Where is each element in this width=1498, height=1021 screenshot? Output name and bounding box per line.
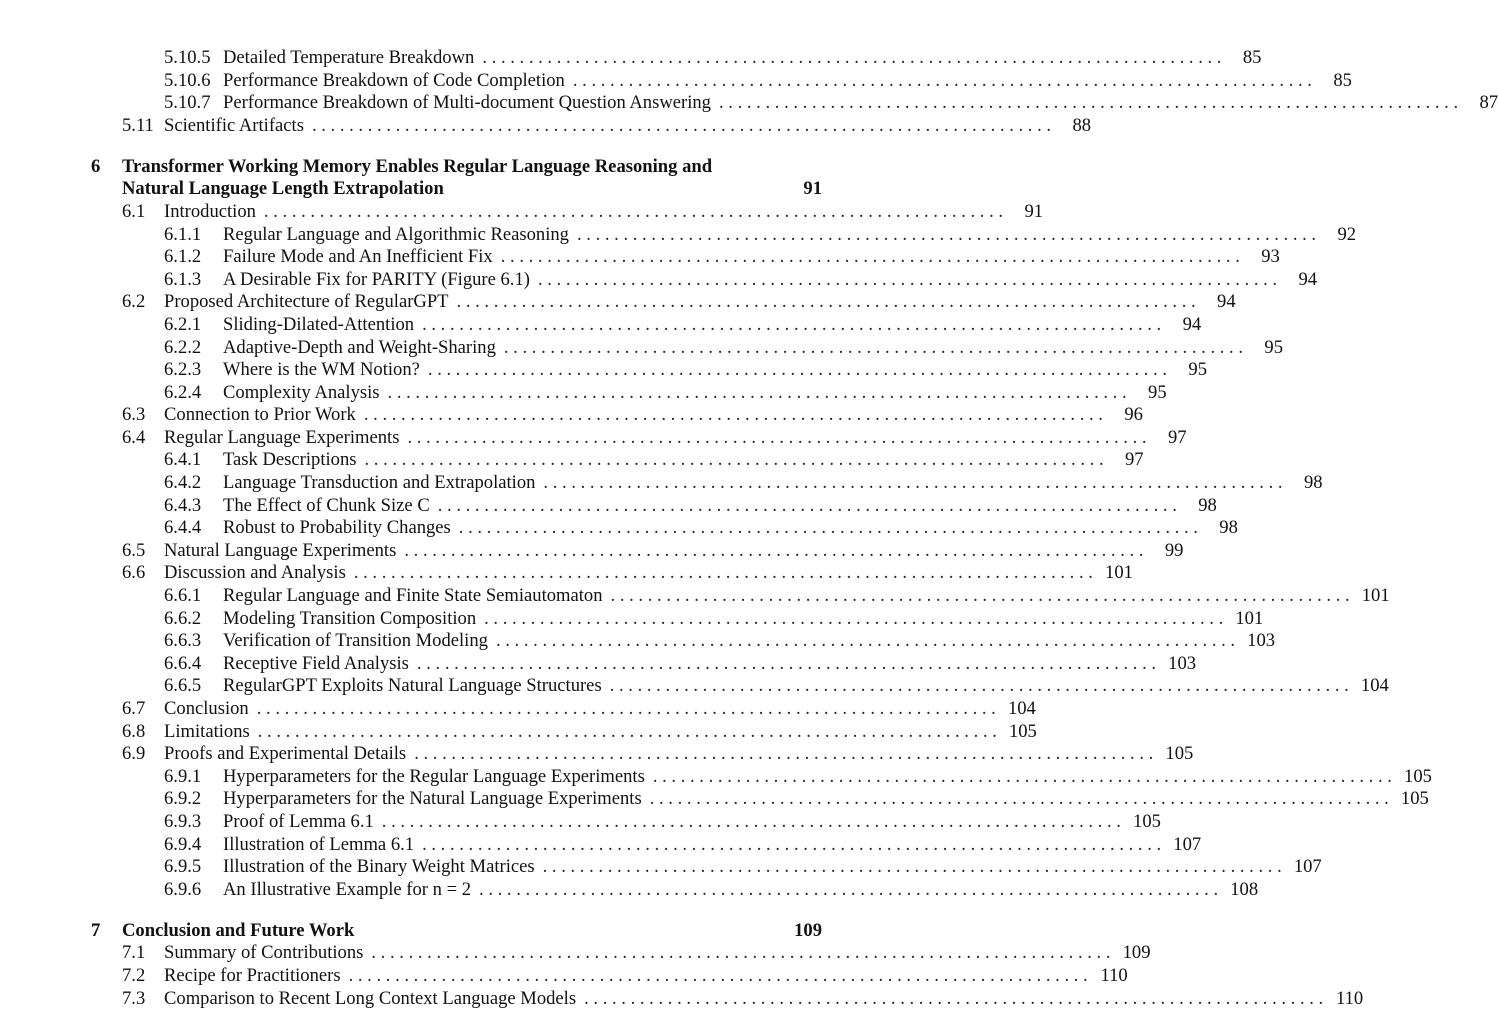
toc-entry-page: 101 bbox=[1105, 562, 1133, 584]
toc-subsection-entry[interactable] bbox=[0, 630, 1276, 653]
toc-entry-number: 7.2 bbox=[122, 964, 146, 986]
toc-subsection-entry[interactable] bbox=[0, 69, 1352, 93]
toc-subsection-entry[interactable] bbox=[0, 878, 1259, 902]
dot-leader: . . . . . . . . . . . . . . . . . . . . . . . . . . . . . . . . . . . . . . . . . . . . . . . . . . . . . . . . . . . . . . . . . . . . . . . . . . . . . . . . bbox=[263, 200, 1004, 222]
toc-entry-page: 88 bbox=[1072, 114, 1092, 136]
toc-subsection-entry[interactable] bbox=[0, 381, 1167, 405]
toc-entry-title: Limitations bbox=[164, 720, 250, 742]
dot-leader: . . . . . . . . . . . . . . . . . . . . . . . . . . . . . . . . . . . . . . . . . . . . . . . . . . . . . . . . . . . . . . . . . . . . . . . . . . . . . . . . bbox=[584, 987, 1324, 1009]
dot-leader: . . . . . . . . . . . . . . . . . . . . . . . . . . . . . . . . . . . . . . . . . . . . . . . . . . . . . . . . . . . . . . . . . . . . . . . . . . . . . . . . bbox=[371, 942, 1111, 964]
dot-leader: . . . . . . . . . . . . . . . . . . . . . . . . . . . . . . . . . . . . . . . . . . . . . . . . . . . . . . . . . . . . . . . . . . . . . . . . . . . . . . . . bbox=[482, 47, 1222, 68]
toc-entry-page: 97 bbox=[1167, 426, 1187, 448]
toc-subsection-entry[interactable] bbox=[0, 585, 1390, 608]
dot-leader: . . . . . . . . . . . . . . . . . . . . . . . . . . . . . . . . . . . . . . . . . . . . . . . . . . . . . . . . . . . . . . . . . . . . . . . . . . . . . . . . bbox=[427, 359, 1168, 381]
toc-entry-number: 6.7 bbox=[122, 698, 146, 720]
toc-entry-number: 5.11 bbox=[122, 114, 154, 136]
toc-entry-page: 91 bbox=[1024, 200, 1044, 222]
toc-entry-page: 98 bbox=[1303, 472, 1323, 494]
toc-entry-number: 6.9.3 bbox=[164, 810, 202, 832]
toc-subsection-entry[interactable] bbox=[0, 223, 1357, 247]
toc-entry-title: Adaptive-Depth and Weight-Sharing bbox=[223, 336, 496, 358]
toc-entry-title: Connection to Prior Work bbox=[164, 404, 356, 426]
dot-leader: . . . . . . . . . . . . . . . . . . . . . . . . . . . . . . . . . . . . . . . . . . . . . . . . . . . . . . . . . . . . . . . . . . . . . . . . . . . . . . . . bbox=[479, 878, 1219, 900]
toc-entry-title: Regular Language and Finite State Semiautomaton bbox=[223, 585, 603, 607]
toc-entry-page: 96 bbox=[1124, 404, 1143, 426]
toc-section-entry[interactable] bbox=[0, 114, 1092, 138]
dot-leader: . . . . . . . . . . . . . . . . . . . . . . . . . . . . . . . . . . . . . . . . . . . . . . . . . . . . . . . . . . . . . . . . . . . . . . . . . . . . . . . . bbox=[609, 675, 1349, 697]
dot-leader: . . . . . . . . . . . . . . . . . . . . . . . . . . . . . . . . . . . . . . . . . . . . . . . . . . . . . . . . . . . . . . . . . . . . . . . . . . . . . . . . bbox=[537, 268, 1278, 290]
dot-leader: . . . . . . . . . . . . . . . . . . . . . . . . . . . . . . . . . . . . . . . . . . . . . . . . . . . . . . . . . . . . . . . . . . . . . . . . . . . . . . . . bbox=[649, 788, 1389, 810]
dot-leader: . . . . . . . . . . . . . . . . . . . . . . . . . . . . . . . . . . . . . . . . . . . . . . . . . . . . . . . . . . . . . . . . . . . . . . . . . . . . . . . . bbox=[311, 114, 1052, 136]
toc-entry-page: 103 bbox=[1247, 630, 1276, 652]
toc-section-entry[interactable] bbox=[0, 200, 1044, 224]
toc-entry-title: Scientific Artifacts bbox=[164, 114, 304, 136]
toc-entry-number: 6.6 bbox=[122, 562, 146, 584]
toc-entry-title: Sliding-Dilated-Attention bbox=[223, 313, 415, 335]
toc-entry-number: 6.9.5 bbox=[164, 856, 202, 878]
toc-entry-number: 6.2.4 bbox=[164, 381, 202, 403]
toc-entry-page: 109 bbox=[794, 919, 822, 941]
toc-entry-number: 6.1.2 bbox=[164, 246, 202, 268]
toc-subsection-entry[interactable] bbox=[0, 47, 1262, 70]
toc-entry-page: 97 bbox=[1125, 449, 1144, 471]
toc-entry-number: 6.6.1 bbox=[164, 585, 202, 607]
dot-leader: . . . . . . . . . . . . . . . . . . . . . . . . . . . . . . . . . . . . . . . . . . . . . . . . . . . . . . . . . . . . . . . . . . . . . . . . . . . . . . . . bbox=[381, 810, 1121, 832]
toc-entry-number: 6.9.1 bbox=[164, 765, 202, 787]
toc-entry-number: 5.10.5 bbox=[164, 47, 211, 68]
toc-entry-page: 94 bbox=[1298, 268, 1318, 290]
toc-section-entry[interactable] bbox=[0, 964, 1128, 988]
dot-leader: . . . . . . . . . . . . . . . . . . . . . . . . . . . . . . . . . . . . . . . . . . . . . . . . . . . . . . . . . . . . . . . . . . . . . . . . . . . . . . . . bbox=[416, 652, 1157, 674]
toc-entry-page: 94 bbox=[1182, 313, 1202, 335]
toc-entry-title: Regular Language Experiments bbox=[164, 426, 400, 448]
toc-entry-number: 6.2 bbox=[122, 291, 146, 313]
toc-entry-title: Performance Breakdown of Multi-document Question Answering bbox=[223, 92, 711, 114]
toc-entry-page: 110 bbox=[1336, 987, 1364, 1009]
dot-leader: . . . . . . . . . . . . . . . . . . . . . . . . . . . . . . . . . . . . . . . . . . . . . . . . . . . . . . . . . . . . . . . . . . . . . . . . . . . . . . . . bbox=[256, 698, 996, 720]
dot-leader: . . . . . . . . . . . . . . . . . . . . . . . . . . . . . . . . . . . . . . . . . . . . . . . . . . . . . . . . . . . . . . . . . . . . . . . . . . . . . . . . bbox=[353, 562, 1093, 584]
toc-entry-number: 6.4.3 bbox=[164, 494, 202, 516]
toc-subsection-entry[interactable] bbox=[0, 472, 1323, 495]
toc-entry-title: Transformer Working Memory Enables Regular Language Reasoning and Natural Language Length Extrapolation bbox=[122, 155, 713, 200]
toc-subsection-entry[interactable] bbox=[0, 313, 1202, 337]
toc-entry-page: 93 bbox=[1261, 246, 1280, 268]
toc-entry-title: Illustration of Lemma 6.1 bbox=[223, 833, 415, 855]
toc-entry-page: 85 bbox=[1242, 47, 1262, 68]
toc-entry-page: 103 bbox=[1168, 652, 1197, 674]
toc-entry-page: 95 bbox=[1264, 336, 1283, 358]
toc-entry-title: Detailed Temperature Breakdown bbox=[223, 47, 475, 68]
toc-entry-number: 6.9.6 bbox=[164, 878, 202, 900]
toc-entry-title: Language Transduction and Extrapolation bbox=[223, 472, 536, 494]
toc-entry-title: Proposed Architecture of RegularGPT bbox=[164, 291, 449, 313]
toc-subsection-entry[interactable] bbox=[0, 92, 1498, 115]
toc-entry-title: Task Descriptions bbox=[223, 449, 357, 471]
dot-leader: . . . . . . . . . . . . . . . . . . . . . . . . . . . . . . . . . . . . . . . . . . . . . . . . . . . . . . . . . . . . . . . . . . . . . . . . . . . . . . . . bbox=[610, 585, 1350, 607]
toc-entry-page: 105 bbox=[1400, 788, 1429, 810]
dot-leader: . . . . . . . . . . . . . . . . . . . . . . . . . . . . . . . . . . . . . . . . . . . . . . . . . . . . . . . . . . . . . . . . . . . . . . . . . . . . . . . . bbox=[652, 765, 1392, 787]
toc-section-entry[interactable] bbox=[0, 426, 1187, 450]
toc-entry-number: 6.6.5 bbox=[164, 675, 202, 697]
toc-entry-title: Recipe for Practitioners bbox=[164, 964, 341, 986]
toc-entry-page: 105 bbox=[1133, 810, 1161, 832]
toc-entry-title: The Effect of Chunk Size C bbox=[223, 494, 430, 516]
toc-entry-page: 110 bbox=[1100, 964, 1128, 986]
toc-subsection-entry[interactable] bbox=[0, 246, 1280, 269]
toc-entry-page: 94 bbox=[1217, 291, 1236, 313]
toc-entry-title: Discussion and Analysis bbox=[164, 562, 346, 584]
toc-entry-page: 92 bbox=[1337, 223, 1357, 245]
toc-section-entry[interactable] bbox=[0, 539, 1184, 563]
toc-entry-number: 6.2.3 bbox=[164, 359, 202, 381]
toc-entry-title: Summary of Contributions bbox=[164, 942, 364, 964]
toc-subsection-entry[interactable] bbox=[0, 675, 1389, 698]
dot-leader: . . . . . . . . . . . . . . . . . . . . . . . . . . . . . . . . . . . . . . . . . . . . . . . . . . . . . . . . . . . . . . . . . . . . . . . . . . . . . . . . bbox=[572, 69, 1312, 91]
toc-subsection-entry[interactable] bbox=[0, 449, 1144, 472]
toc-entry-page: 105 bbox=[1008, 720, 1037, 742]
toc-chapter-entry[interactable] bbox=[0, 156, 906, 201]
toc-entry-title: Receptive Field Analysis bbox=[223, 652, 409, 674]
toc-entry-page: 104 bbox=[1360, 675, 1389, 697]
toc-entry-number: 6.6.2 bbox=[164, 607, 202, 629]
toc-entry-number: 7.3 bbox=[122, 987, 146, 1009]
toc-entry-number: 6.4.2 bbox=[164, 472, 202, 494]
toc-entry-title: Proofs and Experimental Details bbox=[164, 743, 407, 765]
toc-entry-page: 105 bbox=[1404, 765, 1432, 787]
toc-subsection-entry[interactable] bbox=[0, 652, 1197, 676]
toc-entry-title: Where is the WM Notion? bbox=[223, 359, 420, 381]
dot-leader: . . . . . . . . . . . . . . . . . . . . . . . . . . . . . . . . . . . . . . . . . . . . . . . . . . . . . . . . . . . . . . . . . . . . . . . . . . . . . . . . bbox=[542, 856, 1282, 878]
toc-entry-page: 99 bbox=[1164, 539, 1184, 561]
toc-entry-number: 6 bbox=[91, 155, 101, 177]
toc-subsection-entry[interactable] bbox=[0, 607, 1264, 631]
toc-entry-page: 95 bbox=[1188, 359, 1208, 381]
toc-section-entry[interactable] bbox=[0, 987, 1364, 1011]
dot-leader: . . . . . . . . . . . . . . . . . . . . . . . . . . . . . . . . . . . . . . . . . . . . . . . . . . . . . . . . . . . . . . . . . . . . . . . . . . . . . . . . bbox=[437, 494, 1177, 516]
dot-leader: . . . . . . . . . . . . . . . . . . . . . . . . . . . . . . . . . . . . . . . . . . . . . . . . . . . . . . . . . . . . . . . . . . . . . . . . . . . . . . . . bbox=[456, 291, 1196, 313]
toc-subsection-entry[interactable] bbox=[0, 494, 1217, 518]
toc-entry-page: 108 bbox=[1230, 878, 1259, 900]
toc-entry-title: Robust to Probability Changes bbox=[223, 517, 451, 539]
dot-leader: . . . . . . . . . . . . . . . . . . . . . . . . . . . . . . . . . . . . . . . . . . . . . . . . . . . . . . . . . . . . . . . . . . . . . . . . . . . . . . . . bbox=[718, 92, 1459, 114]
toc-entry-title: Conclusion bbox=[164, 698, 249, 720]
toc-entry-number: 6.2.1 bbox=[164, 313, 202, 335]
toc-entry-page: 85 bbox=[1333, 69, 1352, 91]
toc-entry-page: 107 bbox=[1173, 833, 1202, 855]
toc-section-entry[interactable] bbox=[0, 720, 1037, 744]
dot-leader: . . . . . . . . . . . . . . . . . . . . . . . . . . . . . . . . . . . . . . . . . . . . . . . . . . . . . . . . . . . . . . . . . . . . . . . . . . . . . . . . bbox=[458, 517, 1198, 539]
dot-leader: . . . . . . . . . . . . . . . . . . . . . . . . . . . . . . . . . . . . . . . . . . . . . . . . . . . . . . . . . . . . . . . . . . . . . . . . . . . . . . . . bbox=[576, 223, 1317, 245]
dot-leader: . . . . . . . . . . . . . . . . . . . . . . . . . . . . . . . . . . . . . . . . . . . . . . . . . . . . . . . . . . . . . . . . . . . . . . . . . . . . . . . . bbox=[364, 449, 1104, 471]
toc-entry-number: 6.1.3 bbox=[164, 268, 202, 290]
toc-entry-title: Comparison to Recent Long Context Language Models bbox=[164, 987, 577, 1009]
dot-leader: . . . . . . . . . . . . . . . . . . . . . . . . . . . . . . . . . . . . . . . . . . . . . . . . . . . . . . . . . . . . . . . . . . . . . . . . . . . . . . . . bbox=[422, 313, 1162, 335]
toc-section-entry[interactable] bbox=[0, 562, 1133, 585]
toc-entry-number: 6.8 bbox=[122, 720, 146, 742]
toc-entry-number: 6.9.4 bbox=[164, 833, 202, 855]
table-of-contents bbox=[0, 47, 1498, 1010]
toc-entry-page: 87 bbox=[1479, 92, 1498, 114]
toc-entry-number: 5.10.7 bbox=[164, 92, 211, 114]
dot-leader: . . . . . . . . . . . . . . . . . . . . . . . . . . . . . . . . . . . . . . . . . . . . . . . . . . . . . . . . . . . . . . . . . . . . . . . . . . . . . . . . bbox=[422, 833, 1162, 855]
dot-leader: . . . . . . . . . . . . . . . . . . . . . . . . . . . . . . . . . . . . . . . . . . . . . . . . . . . . . . . . . . . . . . . . . . . . . . . . . . . . . . . . bbox=[407, 426, 1147, 448]
toc-entry-title: Modeling Transition Composition bbox=[223, 607, 477, 629]
toc-entry-title: Hyperparameters for the Natural Language Experiments bbox=[223, 788, 642, 810]
toc-entry-title: An Illustrative Example for n = 2 bbox=[223, 878, 472, 900]
toc-entry-number: 6.2.2 bbox=[164, 336, 202, 358]
toc-entry-page: 101 bbox=[1361, 585, 1390, 607]
dot-leader: . . . . . . . . . . . . . . . . . . . . . . . . . . . . . . . . . . . . . . . . . . . . . . . . . . . . . . . . . . . . . . . . . . . . . . . . . . . . . . . . bbox=[404, 539, 1144, 561]
dot-leader: . . . . . . . . . . . . . . . . . . . . . . . . . . . . . . . . . . . . . . . . . . . . . . . . . . . . . . . . . . . . . . . . . . . . . . . . . . . . . . . . bbox=[348, 964, 1088, 986]
toc-entry-number: 6.5 bbox=[122, 539, 146, 561]
toc-entry-page: 107 bbox=[1293, 856, 1322, 878]
toc-subsection-entry[interactable] bbox=[0, 268, 1318, 292]
toc-entry-number: 6.9.2 bbox=[164, 788, 202, 810]
toc-subsection-entry[interactable] bbox=[0, 517, 1238, 540]
dot-leader: . . . . . . . . . . . . . . . . . . . . . . . . . . . . . . . . . . . . . . . . . . . . . . . . . . . . . . . . . . . . . . . . . . . . . . . . . . . . . . . . bbox=[363, 404, 1103, 426]
toc-subsection-entry[interactable] bbox=[0, 856, 1322, 879]
dot-leader: . . . . . . . . . . . . . . . . . . . . . . . . . . . . . . . . . . . . . . . . . . . . . . . . . . . . . . . . . . . . . . . . . . . . . . . . . . . . . . . . bbox=[503, 336, 1243, 358]
toc-subsection-entry[interactable] bbox=[0, 336, 1283, 360]
toc-entry-number: 6.4.1 bbox=[164, 449, 202, 471]
toc-entry-number: 6.6.4 bbox=[164, 652, 202, 674]
toc-subsection-entry[interactable] bbox=[0, 810, 1161, 834]
toc-entry-title: Complexity Analysis bbox=[223, 381, 380, 403]
toc-entry-title: Natural Language Experiments bbox=[164, 539, 397, 561]
toc-entry-number: 6.6.3 bbox=[164, 630, 202, 652]
toc-entry-title: Regular Language and Algorithmic Reasoning bbox=[223, 223, 569, 245]
toc-section-entry[interactable] bbox=[0, 942, 1151, 965]
toc-entry-title: RegularGPT Exploits Natural Language Structures bbox=[223, 675, 602, 697]
toc-entry-number: 5.10.6 bbox=[164, 69, 211, 91]
toc-entry-page: 98 bbox=[1219, 517, 1238, 539]
toc-subsection-entry[interactable] bbox=[0, 833, 1202, 857]
toc-subsection-entry[interactable] bbox=[0, 788, 1429, 811]
toc-entry-page: 101 bbox=[1235, 607, 1264, 629]
toc-entry-title: Failure Mode and An Inefficient Fix bbox=[223, 246, 493, 268]
toc-section-entry[interactable] bbox=[0, 698, 1036, 721]
dot-leader: . . . . . . . . . . . . . . . . . . . . . . . . . . . . . . . . . . . . . . . . . . . . . . . . . . . . . . . . . . . . . . . . . . . . . . . . . . . . . . . . bbox=[495, 630, 1236, 652]
toc-section-entry[interactable] bbox=[0, 404, 1143, 427]
toc-entry-number: 6.1.1 bbox=[164, 223, 202, 245]
toc-entry-page: 91 bbox=[803, 178, 822, 200]
toc-entry-title: Conclusion and Future Work bbox=[122, 919, 355, 941]
toc-entry-page: 109 bbox=[1122, 942, 1151, 964]
toc-entry-page: 98 bbox=[1198, 494, 1217, 516]
toc-entry-number: 6.1 bbox=[122, 200, 146, 222]
toc-chapter-entry[interactable] bbox=[0, 920, 906, 943]
toc-entry-title: A Desirable Fix for PARITY (Figure 6.1) bbox=[223, 268, 530, 290]
toc-subsection-entry[interactable] bbox=[0, 765, 1432, 789]
toc-entry-number: 7.1 bbox=[122, 942, 146, 964]
toc-entry-title: Verification of Transition Modeling bbox=[223, 630, 488, 652]
toc-subsection-entry[interactable] bbox=[0, 359, 1208, 382]
dot-leader: . . . . . . . . . . . . . . . . . . . . . . . . . . . . . . . . . . . . . . . . . . . . . . . . . . . . . . . . . . . . . . . . . . . . . . . . . . . . . . . . bbox=[543, 472, 1283, 494]
dot-leader: . . . . . . . . . . . . . . . . . . . . . . . . . . . . . . . . . . . . . . . . . . . . . . . . . . . . . . . . . . . . . . . . . . . . . . . . . . . . . . . . bbox=[414, 743, 1154, 765]
toc-entry-number: 6.3 bbox=[122, 404, 146, 426]
toc-entry-number: 7 bbox=[91, 919, 101, 941]
dot-leader: . . . . . . . . . . . . . . . . . . . . . . . . . . . . . . . . . . . . . . . . . . . . . . . . . . . . . . . . . . . . . . . . . . . . . . . . . . . . . . . . bbox=[257, 720, 997, 742]
dot-leader: . . . . . . . . . . . . . . . . . . . . . . . . . . . . . . . . . . . . . . . . . . . . . . . . . . . . . . . . . . . . . . . . . . . . . . . . . . . . . . . . bbox=[500, 246, 1240, 268]
toc-entry-title: Illustration of the Binary Weight Matrices bbox=[223, 856, 535, 878]
toc-entry-number: 6.4.4 bbox=[164, 517, 202, 539]
toc-section-entry[interactable] bbox=[0, 291, 1236, 314]
toc-entry-title: Performance Breakdown of Code Completion bbox=[223, 69, 565, 91]
toc-entry-number: 6.4 bbox=[122, 426, 146, 448]
toc-entry-title: Proof of Lemma 6.1 bbox=[223, 810, 374, 832]
toc-entry-title: Introduction bbox=[164, 200, 256, 222]
toc-entry-number: 6.9 bbox=[122, 743, 146, 765]
toc-entry-title: Hyperparameters for the Regular Language Experiments bbox=[223, 765, 645, 787]
toc-entry-page: 105 bbox=[1165, 743, 1194, 765]
dot-leader: . . . . . . . . . . . . . . . . . . . . . . . . . . . . . . . . . . . . . . . . . . . . . . . . . . . . . . . . . . . . . . . . . . . . . . . . . . . . . . . . bbox=[387, 381, 1127, 403]
toc-section-entry[interactable] bbox=[0, 743, 1194, 766]
toc-entry-page: 95 bbox=[1148, 381, 1167, 403]
dot-leader: . . . . . . . . . . . . . . . . . . . . . . . . . . . . . . . . . . . . . . . . . . . . . . . . . . . . . . . . . . . . . . . . . . . . . . . . . . . . . . . . bbox=[484, 607, 1224, 629]
toc-entry-page: 104 bbox=[1007, 698, 1036, 720]
